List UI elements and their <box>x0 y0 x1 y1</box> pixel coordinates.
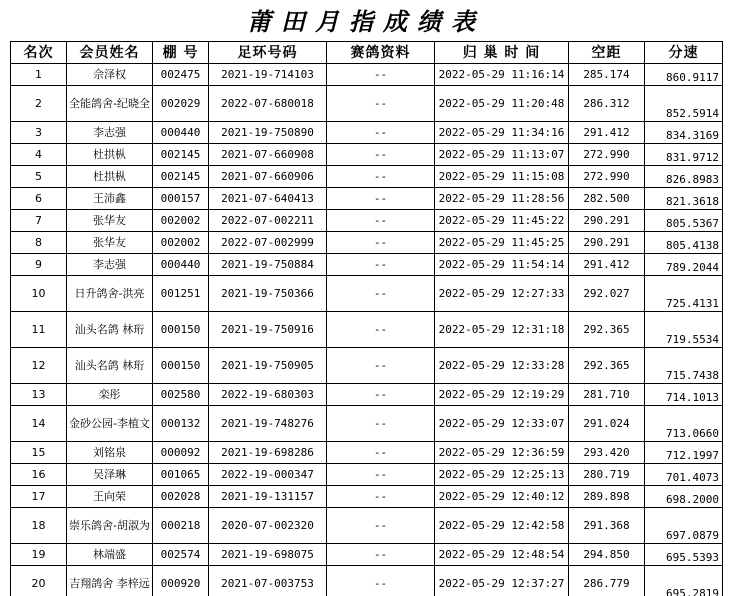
distance-cell: 281.710 <box>569 384 645 406</box>
member-name-cell: 张华友 <box>67 210 153 232</box>
arrival-time-cell: 2022-05-29 11:16:14 <box>435 64 569 86</box>
ring-number-cell: 2021-07-660908 <box>209 144 327 166</box>
loft-number-cell: 002580 <box>153 384 209 406</box>
loft-number-cell: 001065 <box>153 464 209 486</box>
pigeon-info-cell: -- <box>327 210 435 232</box>
pigeon-info-cell: -- <box>327 406 435 442</box>
member-name-cell: 吉翔鸽舍 李梓远 <box>67 566 153 596</box>
arrival-time-cell: 2022-05-29 11:45:22 <box>435 210 569 232</box>
arrival-time-cell: 2022-05-29 12:42:58 <box>435 508 569 544</box>
rank-cell: 17 <box>11 486 67 508</box>
speed-cell: 725.4131 <box>645 276 723 312</box>
ring-number-cell: 2022-19-680303 <box>209 384 327 406</box>
loft-number-cell: 000150 <box>153 312 209 348</box>
speed-cell: 695.2819 <box>645 566 723 596</box>
ring-number-cell: 2021-07-660906 <box>209 166 327 188</box>
rank-cell: 13 <box>11 384 67 406</box>
member-name-cell: 汕头名鸽 林珩 <box>67 312 153 348</box>
pigeon-info-cell: -- <box>327 144 435 166</box>
pigeon-info-cell: -- <box>327 232 435 254</box>
rank-cell: 16 <box>11 464 67 486</box>
rank-cell: 9 <box>11 254 67 276</box>
arrival-time-cell: 2022-05-29 12:19:29 <box>435 384 569 406</box>
rank-cell: 10 <box>11 276 67 312</box>
table-row <box>11 464 723 486</box>
pigeon-info-cell: -- <box>327 348 435 384</box>
rank-cell: 12 <box>11 348 67 384</box>
member-name-cell: 李志强 <box>67 122 153 144</box>
arrival-time-cell: 2022-05-29 11:13:07 <box>435 144 569 166</box>
table-row <box>11 64 723 86</box>
table-row <box>11 544 723 566</box>
table-row <box>11 276 723 312</box>
header-loft-number: 棚 号 <box>153 42 209 64</box>
member-name-cell: 杜拱枞 <box>67 166 153 188</box>
table-row <box>11 232 723 254</box>
arrival-time-cell: 2022-05-29 12:40:12 <box>435 486 569 508</box>
speed-cell: 805.5367 <box>645 210 723 232</box>
header-rank: 名次 <box>11 42 67 64</box>
speed-cell: 701.4073 <box>645 464 723 486</box>
arrival-time-cell: 2022-05-29 12:37:27 <box>435 566 569 596</box>
member-name-cell: 汕头名鸽 林珩 <box>67 348 153 384</box>
loft-number-cell: 000218 <box>153 508 209 544</box>
ring-number-cell: 2022-07-002211 <box>209 210 327 232</box>
speed-cell: 821.3618 <box>645 188 723 210</box>
table-row <box>11 486 723 508</box>
distance-cell: 291.412 <box>569 122 645 144</box>
arrival-time-cell: 2022-05-29 12:33:07 <box>435 406 569 442</box>
distance-cell: 290.291 <box>569 210 645 232</box>
loft-number-cell: 002002 <box>153 210 209 232</box>
ring-number-cell: 2021-19-750366 <box>209 276 327 312</box>
arrival-time-cell: 2022-05-29 11:20:48 <box>435 86 569 122</box>
table-row <box>11 122 723 144</box>
table-body <box>11 64 723 596</box>
loft-number-cell: 002475 <box>153 64 209 86</box>
header-pigeon-info: 赛鸽资料 <box>327 42 435 64</box>
arrival-time-cell: 2022-05-29 11:15:08 <box>435 166 569 188</box>
distance-cell: 285.174 <box>569 64 645 86</box>
distance-cell: 291.368 <box>569 508 645 544</box>
pigeon-info-cell: -- <box>327 122 435 144</box>
results-table <box>10 41 723 596</box>
member-name-cell: 杜拱枞 <box>67 144 153 166</box>
header-distance: 空距 <box>569 42 645 64</box>
header-arrival-time: 归 巢 时 间 <box>435 42 569 64</box>
ring-number-cell: 2021-19-748276 <box>209 406 327 442</box>
pigeon-info-cell: -- <box>327 486 435 508</box>
pigeon-info-cell: -- <box>327 464 435 486</box>
loft-number-cell: 002145 <box>153 144 209 166</box>
rank-cell: 11 <box>11 312 67 348</box>
arrival-time-cell: 2022-05-29 11:34:16 <box>435 122 569 144</box>
speed-cell: 805.4138 <box>645 232 723 254</box>
speed-cell: 860.9117 <box>645 64 723 86</box>
speed-cell: 789.2044 <box>645 254 723 276</box>
rank-cell: 19 <box>11 544 67 566</box>
table-row <box>11 86 723 122</box>
distance-cell: 291.412 <box>569 254 645 276</box>
table-row <box>11 188 723 210</box>
rank-cell: 5 <box>11 166 67 188</box>
rank-cell: 7 <box>11 210 67 232</box>
table-row <box>11 254 723 276</box>
ring-number-cell: 2021-19-750890 <box>209 122 327 144</box>
pigeon-info-cell: -- <box>327 86 435 122</box>
arrival-time-cell: 2022-05-29 12:36:59 <box>435 442 569 464</box>
table-row <box>11 384 723 406</box>
pigeon-info-cell: -- <box>327 442 435 464</box>
arrival-time-cell: 2022-05-29 11:45:25 <box>435 232 569 254</box>
table-header-row <box>11 42 723 64</box>
speed-cell: 834.3169 <box>645 122 723 144</box>
arrival-time-cell: 2022-05-29 11:28:56 <box>435 188 569 210</box>
distance-cell: 272.990 <box>569 144 645 166</box>
distance-cell: 292.365 <box>569 312 645 348</box>
ring-number-cell: 2022-07-680018 <box>209 86 327 122</box>
pigeon-info-cell: -- <box>327 254 435 276</box>
distance-cell: 294.850 <box>569 544 645 566</box>
distance-cell: 280.719 <box>569 464 645 486</box>
ring-number-cell: 2020-07-002320 <box>209 508 327 544</box>
loft-number-cell: 000440 <box>153 122 209 144</box>
loft-number-cell: 002002 <box>153 232 209 254</box>
arrival-time-cell: 2022-05-29 12:31:18 <box>435 312 569 348</box>
ring-number-cell: 2021-07-003753 <box>209 566 327 596</box>
distance-cell: 292.027 <box>569 276 645 312</box>
loft-number-cell: 002574 <box>153 544 209 566</box>
table-row <box>11 442 723 464</box>
table-row <box>11 508 723 544</box>
arrival-time-cell: 2022-05-29 11:54:14 <box>435 254 569 276</box>
ring-number-cell: 2022-19-000347 <box>209 464 327 486</box>
table-row <box>11 166 723 188</box>
loft-number-cell: 000440 <box>153 254 209 276</box>
table-row <box>11 406 723 442</box>
speed-cell: 719.5534 <box>645 312 723 348</box>
distance-cell: 289.898 <box>569 486 645 508</box>
arrival-time-cell: 2022-05-29 12:27:33 <box>435 276 569 312</box>
pigeon-info-cell: -- <box>327 384 435 406</box>
rank-cell: 14 <box>11 406 67 442</box>
member-name-cell: 全能鸽舍-纪晓全 <box>67 86 153 122</box>
table-row <box>11 566 723 596</box>
distance-cell: 272.990 <box>569 166 645 188</box>
table-row <box>11 348 723 384</box>
pigeon-info-cell: -- <box>327 166 435 188</box>
ring-number-cell: 2022-07-002999 <box>209 232 327 254</box>
loft-number-cell: 002029 <box>153 86 209 122</box>
table-row <box>11 312 723 348</box>
member-name-cell: 崇乐鸽舍-胡淑为 <box>67 508 153 544</box>
speed-cell: 695.5393 <box>645 544 723 566</box>
rank-cell: 3 <box>11 122 67 144</box>
page-title: 莆田月指成绩表 <box>247 7 485 36</box>
distance-cell: 286.312 <box>569 86 645 122</box>
pigeon-info-cell: -- <box>327 508 435 544</box>
member-name-cell: 张华友 <box>67 232 153 254</box>
rank-cell: 2 <box>11 86 67 122</box>
arrival-time-cell: 2022-05-29 12:25:13 <box>435 464 569 486</box>
loft-number-cell: 000092 <box>153 442 209 464</box>
member-name-cell: 王向荣 <box>67 486 153 508</box>
ring-number-cell: 2021-19-750884 <box>209 254 327 276</box>
loft-number-cell: 000150 <box>153 348 209 384</box>
distance-cell: 286.779 <box>569 566 645 596</box>
member-name-cell: 吴泽琳 <box>67 464 153 486</box>
rank-cell: 1 <box>11 64 67 86</box>
pigeon-info-cell: -- <box>327 312 435 348</box>
member-name-cell: 王沛鑫 <box>67 188 153 210</box>
ring-number-cell: 2021-19-714103 <box>209 64 327 86</box>
speed-cell: 826.8983 <box>645 166 723 188</box>
speed-cell: 698.2000 <box>645 486 723 508</box>
loft-number-cell: 001251 <box>153 276 209 312</box>
table-row <box>11 144 723 166</box>
member-name-cell: 林端盛 <box>67 544 153 566</box>
member-name-cell: 李志强 <box>67 254 153 276</box>
member-name-cell: 佘泽权 <box>67 64 153 86</box>
member-name-cell: 栾彤 <box>67 384 153 406</box>
loft-number-cell: 000157 <box>153 188 209 210</box>
speed-cell: 714.1013 <box>645 384 723 406</box>
pigeon-info-cell: -- <box>327 544 435 566</box>
distance-cell: 291.024 <box>569 406 645 442</box>
pigeon-info-cell: -- <box>327 188 435 210</box>
pigeon-info-cell: -- <box>327 276 435 312</box>
rank-cell: 4 <box>11 144 67 166</box>
member-name-cell: 金砂公园-李植文 <box>67 406 153 442</box>
arrival-time-cell: 2022-05-29 12:33:28 <box>435 348 569 384</box>
speed-cell: 831.9712 <box>645 144 723 166</box>
pigeon-info-cell: -- <box>327 64 435 86</box>
ring-number-cell: 2021-19-698286 <box>209 442 327 464</box>
rank-cell: 18 <box>11 508 67 544</box>
rank-cell: 15 <box>11 442 67 464</box>
ring-number-cell: 2021-19-698075 <box>209 544 327 566</box>
speed-cell: 713.0660 <box>645 406 723 442</box>
speed-cell: 712.1997 <box>645 442 723 464</box>
loft-number-cell: 002028 <box>153 486 209 508</box>
ring-number-cell: 2021-19-750905 <box>209 348 327 384</box>
header-member-name: 会员姓名 <box>67 42 153 64</box>
loft-number-cell: 000132 <box>153 406 209 442</box>
distance-cell: 293.420 <box>569 442 645 464</box>
arrival-time-cell: 2022-05-29 12:48:54 <box>435 544 569 566</box>
rank-cell: 6 <box>11 188 67 210</box>
loft-number-cell: 002145 <box>153 166 209 188</box>
table-row <box>11 210 723 232</box>
header-speed: 分速 <box>645 42 723 64</box>
member-name-cell: 刘铭泉 <box>67 442 153 464</box>
member-name-cell: 日升鸽舍-洪亮 <box>67 276 153 312</box>
distance-cell: 282.500 <box>569 188 645 210</box>
speed-cell: 852.5914 <box>645 86 723 122</box>
distance-cell: 290.291 <box>569 232 645 254</box>
header-ring-number: 足环号码 <box>209 42 327 64</box>
speed-cell: 715.7438 <box>645 348 723 384</box>
speed-cell: 697.0879 <box>645 508 723 544</box>
ring-number-cell: 2021-19-750916 <box>209 312 327 348</box>
pigeon-info-cell: -- <box>327 566 435 596</box>
rank-cell: 8 <box>11 232 67 254</box>
loft-number-cell: 000920 <box>153 566 209 596</box>
ring-number-cell: 2021-19-131157 <box>209 486 327 508</box>
distance-cell: 292.365 <box>569 348 645 384</box>
ring-number-cell: 2021-07-640413 <box>209 188 327 210</box>
rank-cell: 20 <box>11 566 67 596</box>
